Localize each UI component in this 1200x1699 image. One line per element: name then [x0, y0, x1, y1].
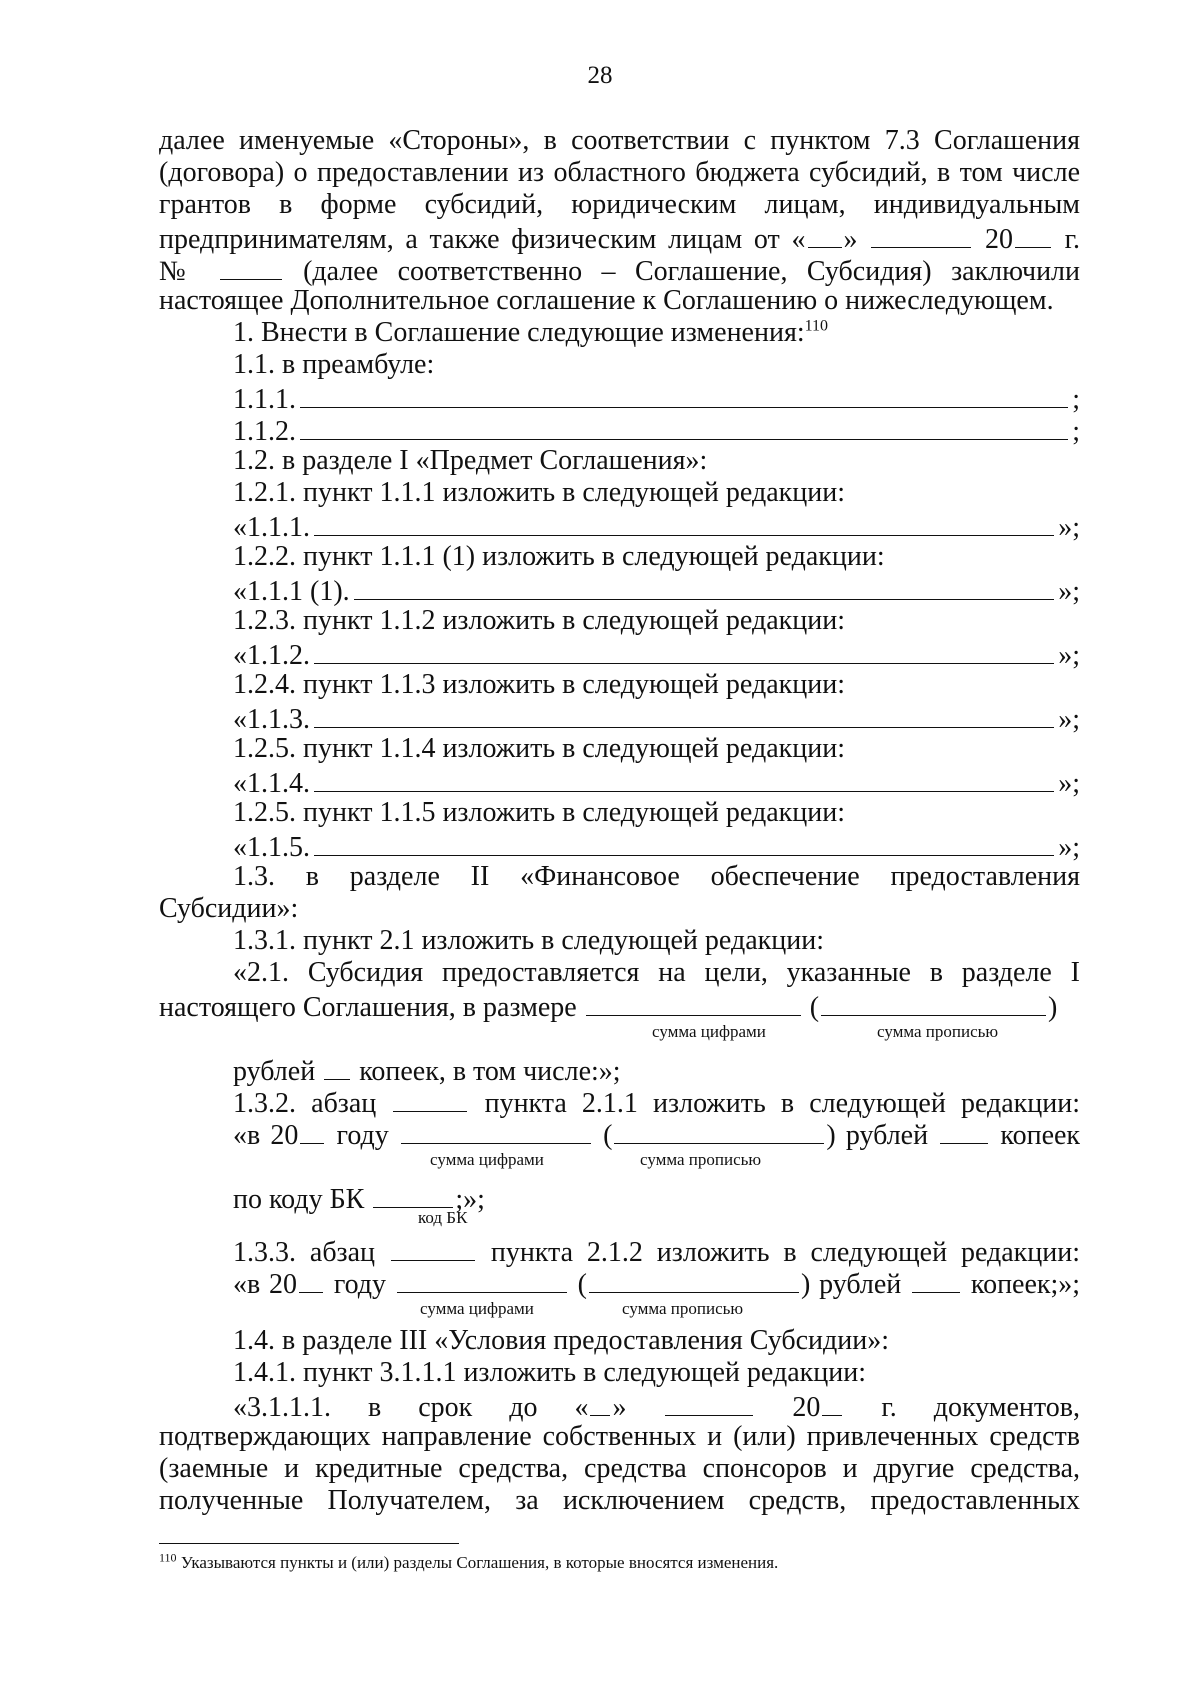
item-1-1-1: 1.1.1. ; [233, 381, 1080, 416]
intro-l4-quote: » [843, 224, 858, 255]
caption-sum-words: сумма прописью [877, 1022, 999, 1041]
intro-line-1: далее именуемые «Стороны», в соответствии с пунктом 7.3 Соглашения [159, 125, 1080, 156]
item-1-1: 1.1. в преамбуле: [233, 349, 435, 380]
item-1-1-2: 1.1.2. ; [233, 413, 1080, 448]
item-1-3: 1.3. в разделе II «Финансовое обеспечение предоставления [233, 861, 1080, 892]
rubles-line: рублей копеек, в том числе:»; [233, 1053, 1080, 1088]
item-1-2-3: 1.2.3. пункт 1.1.2 изложить в следующей редакции: [233, 605, 845, 636]
item-1-2-2: 1.2.2. пункт 1.1.1 (1) изложить в следующей редакции: [233, 541, 885, 572]
footnote-mark: 110 [159, 1550, 177, 1565]
quote-1-1-5: «1.1.5. »; [233, 829, 1080, 864]
year-line-2: «в 20 году ( ) рублей копеек;»; [233, 1266, 1080, 1301]
footnote-ref: 110 [804, 317, 829, 335]
footnote-rule [159, 1543, 459, 1544]
item-1-2-5: 1.2.5. пункт 1.1.4 изложить в следующей редакции: [233, 733, 845, 764]
caption-bk: код БК [418, 1208, 468, 1227]
item-1: 1. Внести в Соглашение следующие изменения:$^{110}$ [233, 317, 829, 348]
footnote [159, 1550, 779, 1573]
intro-line-6: настоящее Дополнительное соглашение к Соглашению о нижеследующем. [159, 285, 1054, 316]
intro-line-3: грантов в форме субсидий, юридическим лицам, индивидуальным [159, 189, 1080, 220]
year-line-1: «в 20 году ( ) рублей копеек [233, 1117, 1080, 1152]
intro-line-5 [159, 253, 1080, 288]
caption-sum-words-2: сумма прописью [640, 1150, 762, 1169]
intro-l4-g: г. [1064, 224, 1080, 255]
caption-sum-digits-2: сумма цифрами [430, 1150, 544, 1169]
intro-l4-year: 20 [985, 224, 1053, 255]
page-number: 28 [587, 62, 613, 89]
item-1-2-4: 1.2.4. пункт 1.1.3 изложить в следующей редакции: [233, 669, 845, 700]
item-1-2: 1.2. в разделе I «Предмет Соглашения»: [233, 445, 708, 476]
item-1-3-1: 1.3.1. пункт 2.1 изложить в следующей редакции: [233, 925, 824, 956]
item-1-3-2: 1.3.2. абзац пункта 2.1.1 изложить в следующей редакции: [233, 1085, 1080, 1120]
quote-1-1-3: «1.1.3. »; [233, 701, 1080, 736]
quote-1-1-4: «1.1.4. »; [233, 765, 1080, 800]
caption-sum-words-3: сумма прописью [622, 1299, 744, 1318]
caption-sum-digits-3: сумма цифрами [420, 1299, 534, 1318]
intro-l5-num: № [159, 256, 284, 287]
item-1-3-3: 1.3.3. абзац пункта 2.1.2 изложить в следующей редакции: [233, 1234, 1080, 1269]
item-1-2-5b: 1.2.5. пункт 1.1.5 изложить в следующей редакции: [233, 797, 845, 828]
text-line-2: (заемные и кредитные средства, средства спонсоров и другие средства, [159, 1453, 1080, 1484]
caption-sum-digits: сумма цифрами [652, 1022, 766, 1041]
text-line-3: полученные Получателем, за исключением средств, предоставленных [159, 1485, 1080, 1516]
quote-2-1: «2.1. Субсидия предоставляется на цели, указанные в разделе I [233, 957, 1080, 988]
text-line-1: подтверждающих направление собственных и (или) привлеченных средств [159, 1421, 1080, 1452]
bk-line: по коду БК ;»; [233, 1181, 1080, 1216]
intro-l5-text: (далее соответственно – Соглашение, Субсидия) заключили [303, 256, 1081, 287]
item-1-2-1: 1.2.1. пункт 1.1.1 изложить в следующей редакции: [233, 477, 845, 508]
quote-1-1-1: «1.1.1. »; [233, 509, 1080, 544]
quote-1-1-2: «1.1.2. »; [233, 637, 1080, 672]
item-1-4: 1.4. в разделе III «Условия предоставления Субсидии»: [233, 1325, 889, 1356]
item-1-3-cont: Субсидии»: [159, 893, 299, 924]
intro-line-4 [159, 221, 1080, 256]
intro-line-2: (договора) о предоставлении из областного бюджета субсидий, в том числе [159, 157, 1080, 188]
quote-1-1-1-1: «1.1.1 (1). »; [233, 573, 1080, 608]
item-1-4-1: 1.4.1. пункт 3.1.1.1 изложить в следующей редакции: [233, 1357, 866, 1388]
footnote-text: Указываются пункты и (или) разделы Соглашения, в которые вносятся изменения. [176, 1553, 779, 1572]
quote-2-1-cont: настоящего Соглашения, в размере ( ) [159, 989, 1080, 1024]
intro-l4-text: предпринимателям, а также физическим лицам от « [159, 224, 806, 255]
quote-3-1-1-1: «3.1.1.1. в срок до « » 20 г. документов, [233, 1389, 1080, 1424]
